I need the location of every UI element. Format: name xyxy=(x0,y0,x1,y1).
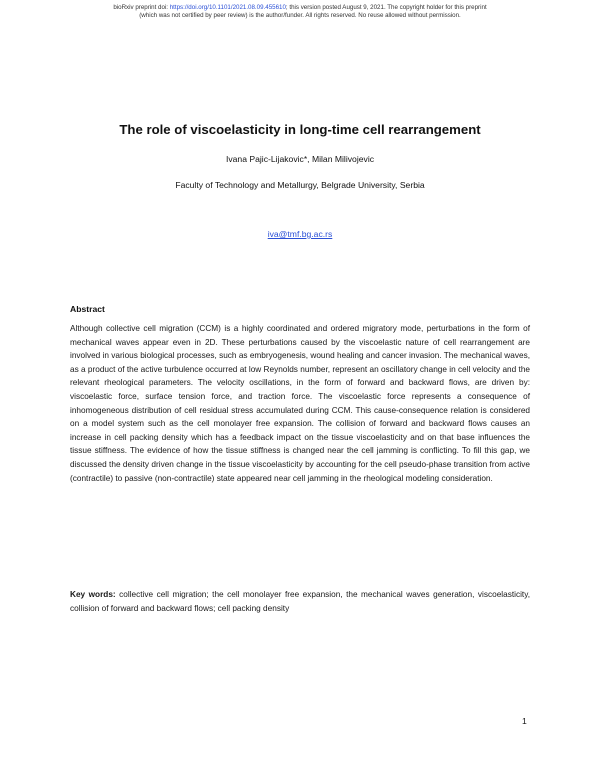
preprint-notice-line1 xyxy=(40,4,560,12)
preprint-notice-line2: (which was not certified by peer review) is the author/funder. All rights reserved. No reuse allowed without permission. xyxy=(139,12,461,20)
paper-title: The role of viscoelasticity in long-time cell rearrangement xyxy=(119,122,481,137)
doi-link[interactable]: https://doi.org/10.1101/2021.08.09.455610 xyxy=(169,4,286,11)
abstract-heading: Abstract xyxy=(70,304,105,314)
contact-email xyxy=(40,229,560,239)
page-number: 1 xyxy=(522,716,527,726)
preprint-notice xyxy=(40,4,560,21)
preprint-notice-prefix: bioRxiv preprint doi: xyxy=(113,4,170,11)
keywords xyxy=(70,588,530,615)
abstract-text: Although collective cell migration (CCM) is a highly coordinated and ordered migratory mode, perturbations in the form of mechanical waves appear even in 2D. These perturbations caused by the viscoelastic nature of cell rearrangement are involved in various biological processes, such as embryogenesis, wound healing and cancer invasion. The mechanical waves, as a product of the active turbulence occurred at low Reynolds number, represent an oscillatory change in cell velocity and the relevant rheological parameters. The velocity oscillations, in the form of forward and backward flows, are driven by: viscoelastic force, surface tension force, and traction force. The viscoelastic force represents a consequence of inhomogeneous distribution of cell residual stress accumulated during CCM. This cause-consequence relation is considered on a model system such as the cell monolayer free expansion. The collision of forward and backward flows causes an increase in cell packing density which has a feedback impact on the tissue viscoelasticity and on that base influences the tissue stiffness. The evidence of how the tissue stiffness is changed near the cell jamming is conflicting. To fill this gap, we discussed the density driven change in the tissue viscoelasticity by accounting for the cell pseudo-phase transition from active (contractile) to passive (non-contractile) state appeared near cell jamming in the rheological modeling consideration. xyxy=(70,324,530,483)
preprint-notice-suffix: ; this version posted August 9, 2021. The copyright holder for this preprint xyxy=(285,4,487,11)
keywords-label: Key words: xyxy=(70,590,116,599)
keywords-text: collective cell migration; the cell monolayer free expansion, the mechanical waves generation, viscoelasticity, collision of forward and backward flows; cell packing density xyxy=(70,590,531,613)
affiliation: Faculty of Technology and Metallurgy, Belgrade University, Serbia xyxy=(175,180,425,190)
email-link[interactable]: iva@tmf.bg.ac.rs xyxy=(267,229,333,239)
author-list: Ivana Pajic-Lijakovic*, Milan Milivojevic xyxy=(225,154,375,164)
